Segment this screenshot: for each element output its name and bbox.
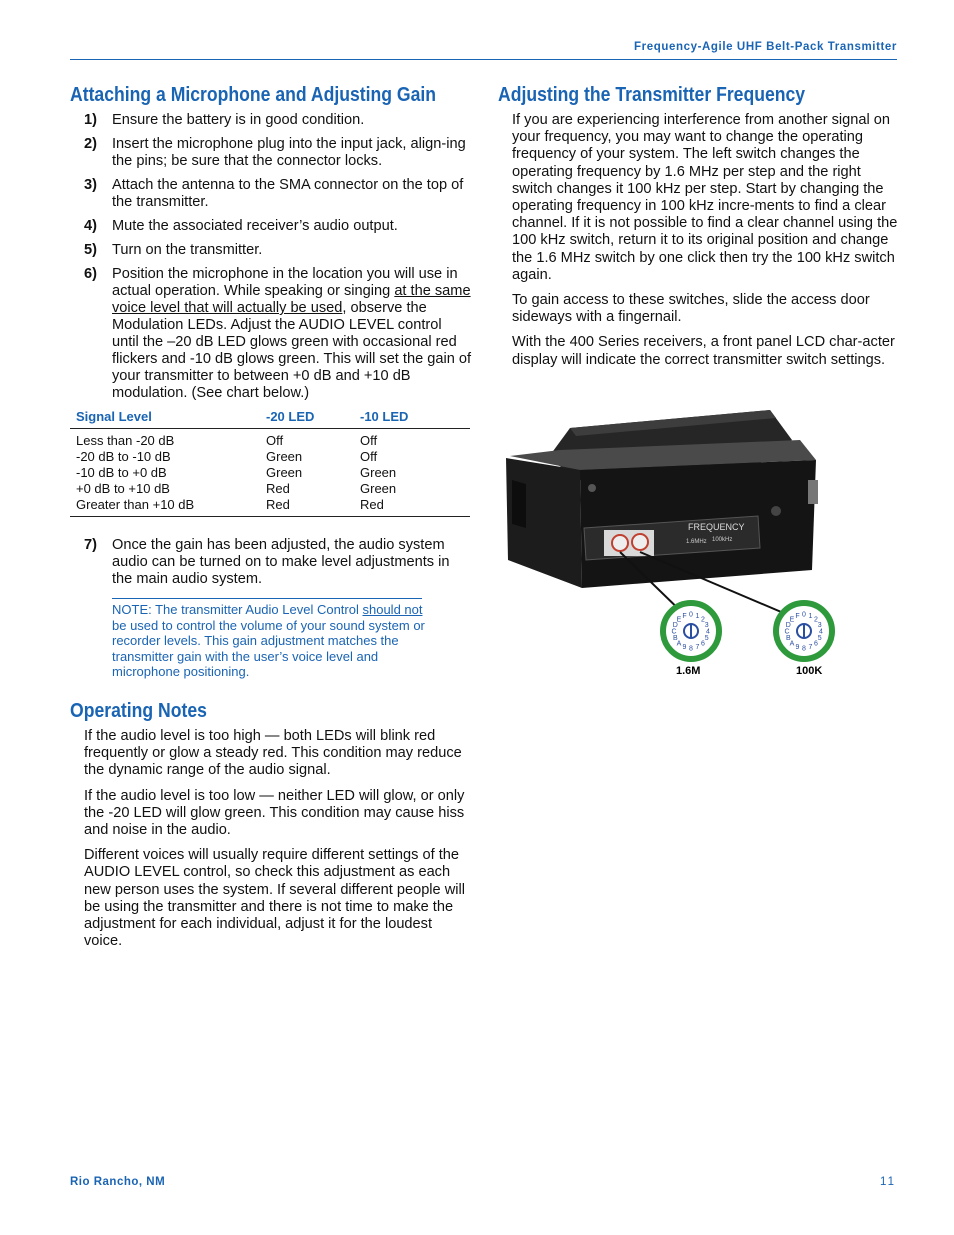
table-cell: Green [360,465,397,480]
step-text: Once the gain has been adjusted, the audio system audio can be turned on to make level adjustments in the main audio system. [112,537,450,587]
steps-list-1-6 [84,112,472,409]
dial-1-6m [663,603,719,659]
led-signal-level-table [70,408,470,517]
device-sublabel: 100kHz [712,537,733,543]
dial-digit: 2 [701,616,705,624]
section-heading-attaching-microphone: Attaching a Microphone and Adjusting Gain [70,84,437,106]
dial-100k [776,603,832,659]
dial-digit: 6 [701,640,705,648]
screw [771,506,781,516]
footer-location: Rio Rancho, NM [70,1176,166,1188]
note-rule [112,598,422,599]
table-cell: -20 dB to -10 dB [76,449,171,464]
dial-digit: 5 [704,635,709,642]
battery-door [512,480,526,528]
dial-digit: 1 [808,612,813,620]
dial-digit: E [789,616,795,624]
table-cell: Off [266,433,284,448]
transmitter-switch-figure [500,410,850,690]
step-5 [84,242,472,259]
header-rule [70,59,897,60]
note-text: be used to control the volume of your sound system or recorder levels. This gain adjustment matches the transmitter gain with the user’s voice level and microphone positioning. [112,617,425,680]
step-3 [84,177,472,211]
steps-list-7 [84,537,472,595]
step-number: 5) [84,242,97,258]
section-heading-transmitter-frequency: Adjusting the Transmitter Frequency [498,84,806,106]
dial-digit: 7 [695,644,700,652]
table-cell: -10 dB to +0 dB [76,465,167,480]
step-number: 6) [84,266,97,282]
dial-digit: 9 [795,644,800,652]
paragraph: With the 400 Series receivers, a front panel LCD char-acter display will indicate the correct transmitter switch settings. [512,334,895,368]
step-text: Attach the antenna to the SMA connector on the top of the transmitter. [112,177,464,210]
step-text: Ensure the battery is in good condition. [112,112,365,128]
table-cell: Red [266,497,290,512]
step-text: Insert the microphone plug into the input jack, align-ing the pins; be sure that the connector locks. [112,136,466,169]
table-cell: Green [266,449,303,464]
table-cell: Less than -20 dB [76,433,175,448]
dial-digit: A [789,640,795,648]
paragraph: To gain access to these switches, slide the access door sideways with a fingernail. [512,292,870,326]
step-text [112,266,472,402]
step-4 [84,218,472,235]
table-row [70,465,470,481]
note-box [112,602,430,680]
table-header: Signal Level [70,408,260,429]
dial-digit: A [676,640,682,648]
table-cell: Green [266,465,303,480]
step-text-part: , observe the Modulation LEDs. Adjust the AUDIO LEVEL control until the –20 dB LED glows green with occasional red flickers and -10 dB glows green. This will set the gain of your transmitter to between +0 dB and +10 dB modulation. (See chart below.) [112,300,472,401]
dial-digit: 7 [808,644,813,652]
paragraph: Different voices will usually require different settings of the AUDIO LEVEL control, so check this adjustment as each new person uses the system. If several different people will be using the transmitter and there is not time to make the adjustment for each individual, adjust it for the loudest voice. [84,847,465,950]
device-label: FREQUENCY [688,522,745,532]
operating-notes-body [84,728,474,958]
table-cell: Off [360,433,378,448]
step-1 [84,112,472,129]
step-text-underlined: at the same voice level that will actually be used [112,283,471,316]
transmitter-frequency-body [512,112,898,377]
dial-digit: 3 [817,622,822,629]
table-row [70,429,470,450]
dial-digit: 9 [682,644,687,652]
dial-digit: B [785,635,791,642]
step-7 [84,537,472,588]
table-row [70,449,470,465]
dial-digit: E [676,616,682,624]
step-number: 7) [84,537,97,553]
step-number: 2) [84,136,97,152]
switch-100khz [632,534,648,550]
dial-digit: 3 [704,622,709,629]
step-text-part: Position the microphone in the location you will use in actual operation. While speaking or singing [112,266,458,299]
dial-digit: F [682,612,687,620]
step-text: Mute the associated receiver’s audio output. [112,218,398,234]
dial-digit: D [785,622,791,629]
dial-digit: 8 [689,645,693,653]
note-text-underlined: should not [362,602,423,617]
table-row [70,497,470,517]
antenna-connector [808,480,818,504]
step-number: 4) [84,218,97,234]
note-text: NOTE: The transmitter Audio Level Control [112,602,363,617]
dial-digit: 0 [802,611,806,619]
screw [588,484,596,492]
dial-label-1-6m: 1.6M [676,665,701,677]
dial-digit: 6 [814,640,818,648]
paragraph: If the audio level is too high — both LEDs will blink red frequently or glow a steady red. This condition may reduce the dynamic range of the audio signal. [84,728,462,779]
table-cell: +0 dB to +10 dB [76,481,170,496]
table-cell: Greater than +10 dB [76,497,195,512]
dial-digit: 0 [689,611,693,619]
section-heading-operating-notes: Operating Notes [70,700,207,722]
paragraph: If you are experiencing interference from another signal on your frequency, you may want to change the operating frequency of your system. The left switch changes the operating frequency by 1.6 MHz per step and the right switch changes it 100 kHz per step. Start by changing the operating frequency in 100 kHz incre-ments to find a clear channel. If it is not possible to find a clear channel using the 100 kHz switch, return it to its original position and change the 1.6 MHz switch by one click then try the 100 kHz switch again. [512,112,898,283]
dial-digit: D [672,622,678,629]
running-header: Frequency-Agile UHF Belt-Pack Transmitter [634,41,897,53]
dial-digit: B [672,635,678,642]
table-cell: Off [360,449,378,464]
table-row [70,481,470,497]
table-header: -10 LED [354,408,470,429]
step-2 [84,136,472,170]
dial-digit: 5 [817,635,822,642]
table-cell: Green [360,481,397,496]
dial-digit: C [784,628,790,636]
table-cell: Red [360,497,384,512]
dial-digit: 8 [802,645,806,653]
dial-digit: C [671,628,677,636]
paragraph: If the audio level is too low — neither LED will glow, or only the -20 LED will glow green. This condition may cause hiss and noise in the audio. [84,787,465,839]
dial-digit: 4 [819,628,823,636]
step-number: 3) [84,177,97,193]
step-number: 1) [84,112,97,128]
step-text: Turn on the transmitter. [112,242,263,258]
dial-digit: F [795,612,800,620]
dial-digit: 1 [695,612,700,620]
dial-digit: 2 [814,616,818,624]
switch-1-6mhz [612,535,628,551]
device-sublabel: 1.6MHz [686,539,707,545]
dial-label-100k: 100K [796,665,823,677]
table-header: -20 LED [260,408,354,429]
table-cell: Red [266,481,290,496]
dial-digit: 4 [706,628,710,636]
page-number: 11 [880,1176,896,1188]
step-6 [84,266,472,402]
